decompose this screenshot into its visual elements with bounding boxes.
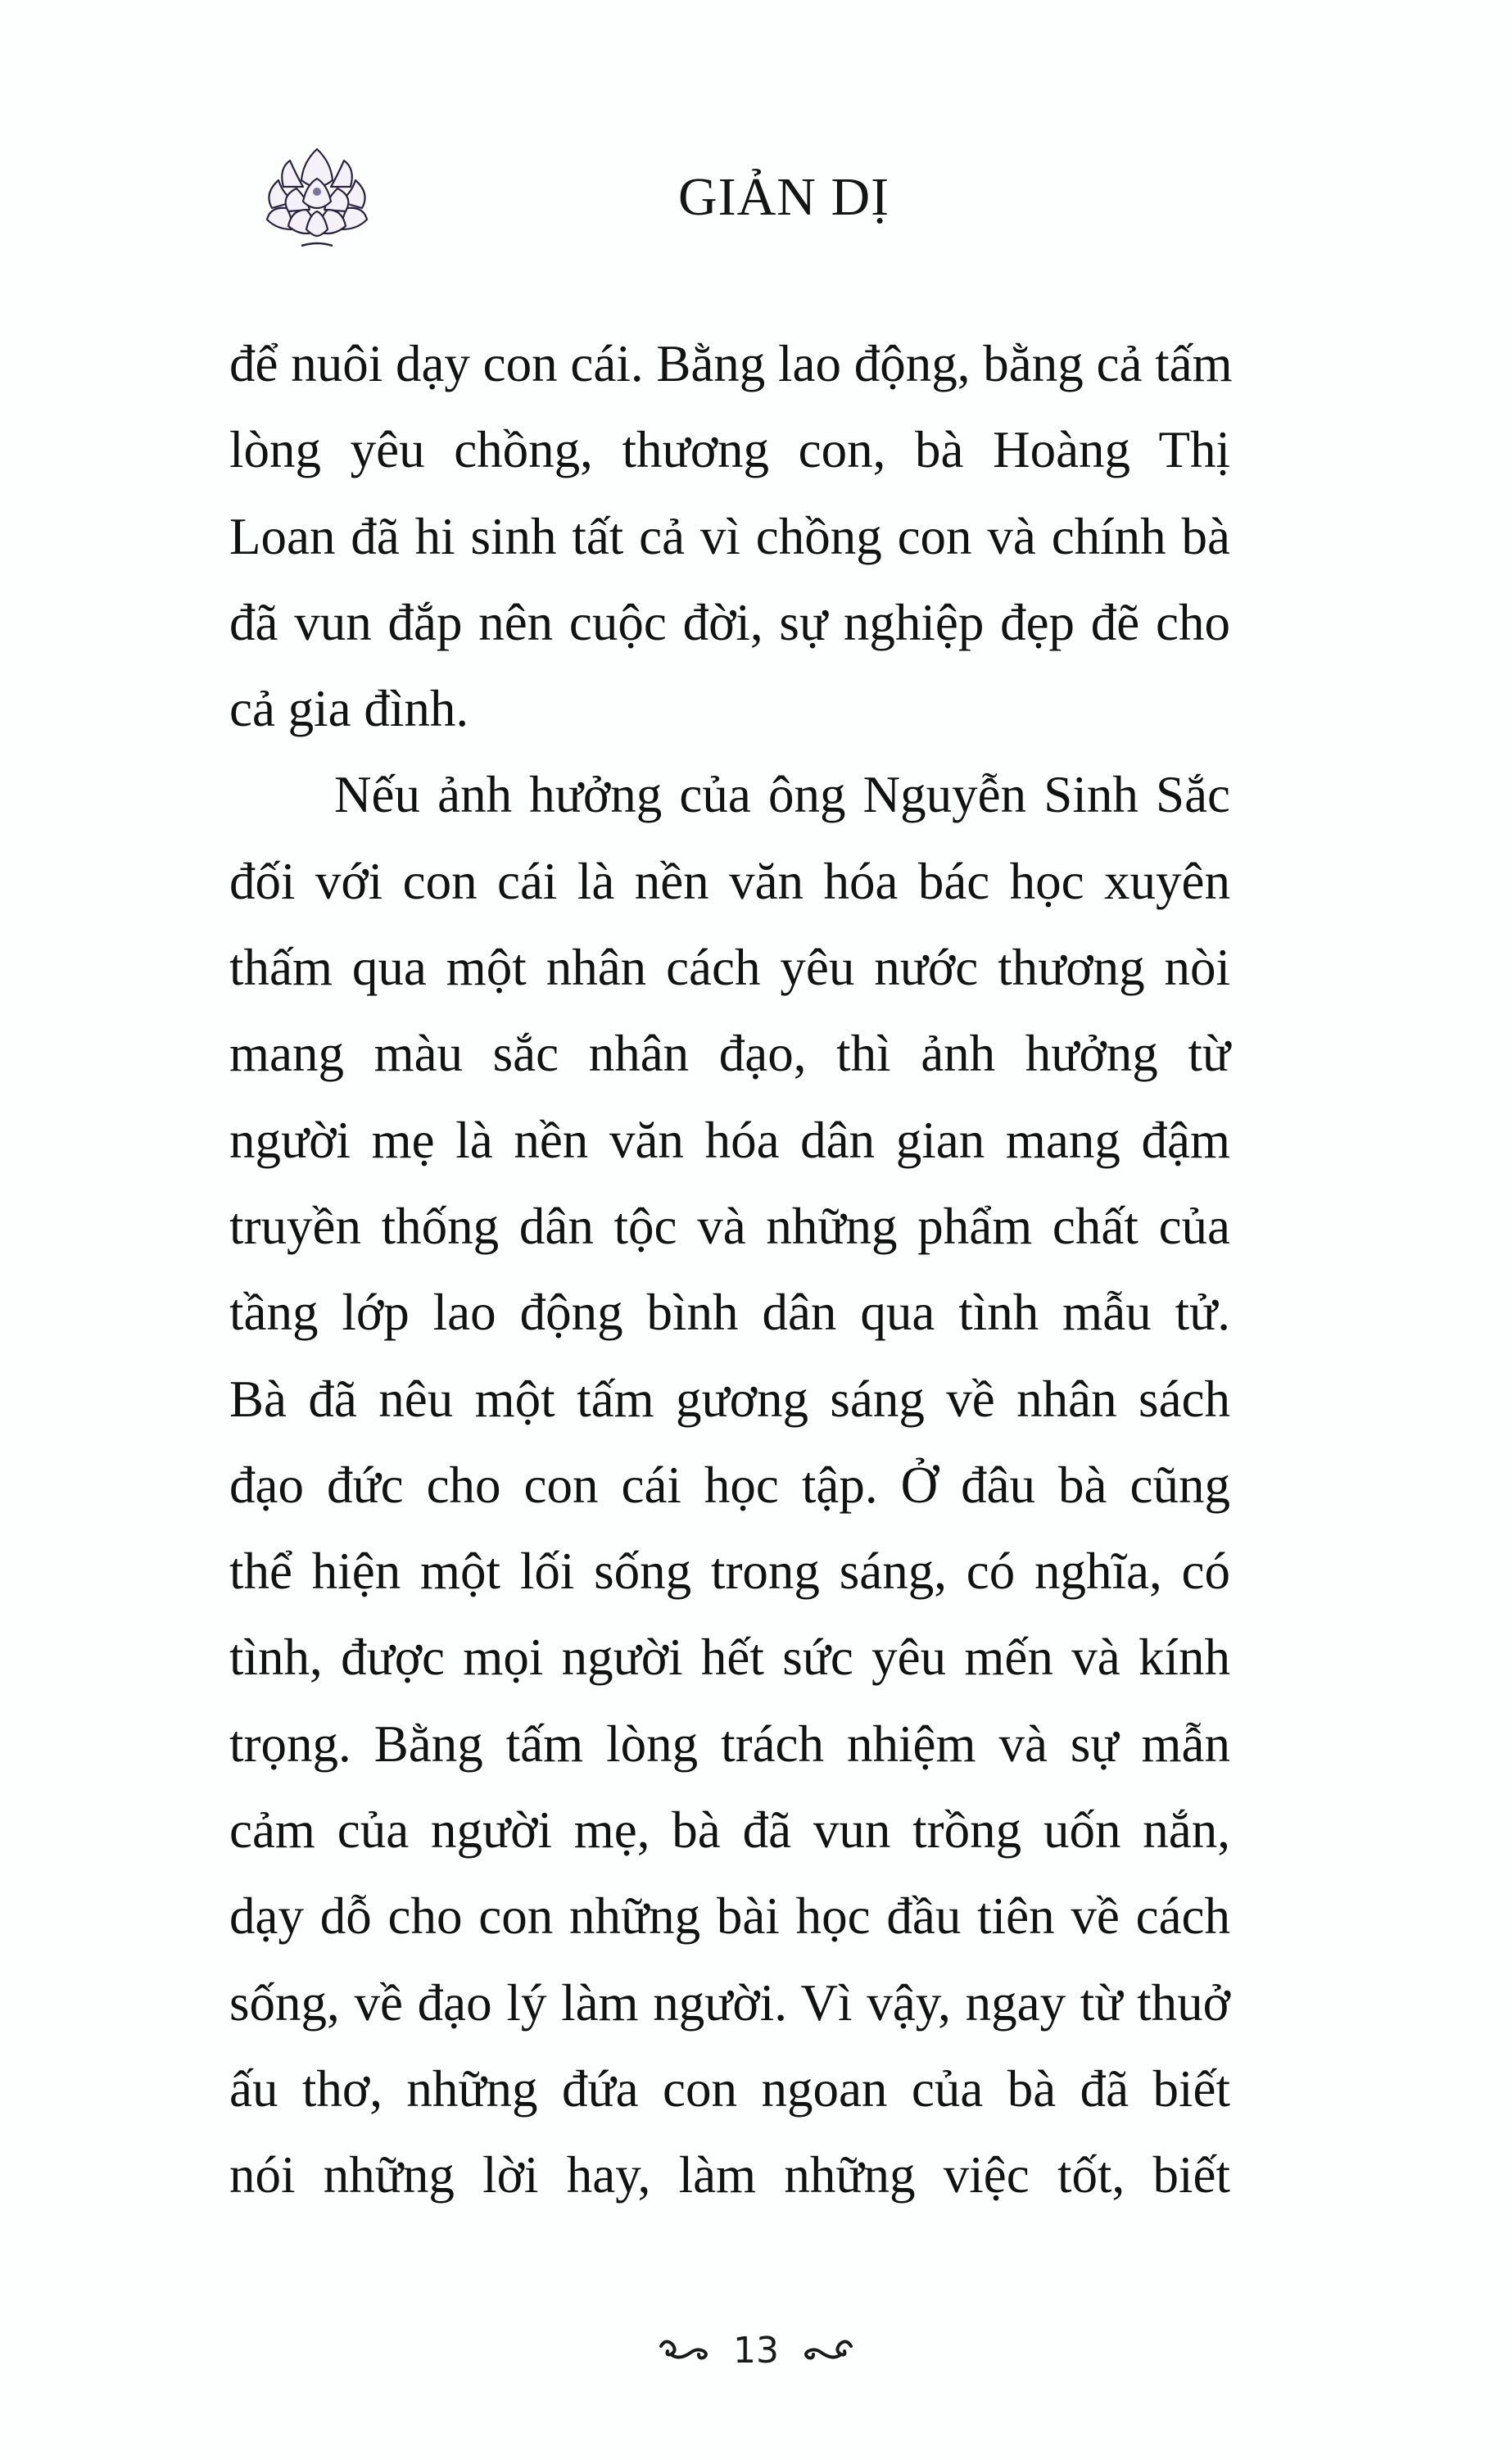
- running-header: [0, 0, 1512, 279]
- text-line: dạy dỗ cho con những bài học đầu tiên về cách: [229, 1887, 1230, 1946]
- page-number: 13: [733, 2330, 779, 2372]
- lotus-icon: [256, 144, 378, 252]
- text-line: cảm của người mẹ, bà đã vun trồng uốn nắn,: [229, 1801, 1230, 1860]
- text-line: để nuôi dạy con cái. Bằng lao động, bằng cả tấm: [229, 335, 1233, 392]
- text-line: lòng yêu chồng, thương con, bà Hoàng Thị: [229, 421, 1230, 479]
- text-line: cả gia đình.: [229, 680, 469, 738]
- text-line: đạo đức cho con cái học tập. Ở đâu bà cũng: [229, 1456, 1230, 1514]
- text-line: trọng. Bằng tấm lòng trách nhiệm và sự mẫn: [229, 1715, 1230, 1773]
- text-line: thể hiện một lối sống trong sáng, có nghĩa, có: [229, 1543, 1230, 1601]
- text-line: thấm qua một nhân cách yêu nước thương nòi: [229, 939, 1230, 997]
- text-line: Bà đã nêu một tấm gương sáng về nhân sách: [229, 1370, 1230, 1428]
- body-text: [229, 321, 1233, 2219]
- flourish-left-icon: [658, 2335, 710, 2367]
- running-header-title: GIẢN DỊ: [678, 167, 890, 227]
- text-line: tầng lớp lao động bình dân qua tình mẫu tử.: [229, 1284, 1230, 1342]
- text-line: Nếu ảnh hưởng của ông Nguyễn Sinh Sắc: [334, 766, 1230, 824]
- text-line: Loan đã hi sinh tất cả vì chồng con và chính bà: [229, 507, 1230, 565]
- text-line: đã vun đắp nên cuộc đời, sự nghiệp đẹp đẽ cho: [229, 593, 1230, 651]
- flourish-right-icon: [802, 2335, 854, 2367]
- text-line: truyền thống dân tộc và những phẩm chất của: [229, 1197, 1230, 1255]
- text-line: mang màu sắc nhân đạo, thì ảnh hưởng từ: [229, 1025, 1230, 1083]
- text-line: tình, được mọi người hết sức yêu mến và kính: [229, 1629, 1230, 1687]
- text-line: sống, về đạo lý làm người. Vì vậy, ngay từ thuở: [229, 1973, 1230, 2032]
- page-footer: [0, 2318, 1512, 2384]
- text-line: ấu thơ, những đứa con ngoan của bà đã biết: [229, 2059, 1230, 2118]
- text-line: người mẹ là nền văn hóa dân gian mang đậm: [229, 1111, 1230, 1169]
- text-line: nói những lời hay, làm những việc tốt, biết: [229, 2146, 1230, 2204]
- text-line: đối với con cái là nền văn hóa bác học xuyên: [229, 852, 1230, 910]
